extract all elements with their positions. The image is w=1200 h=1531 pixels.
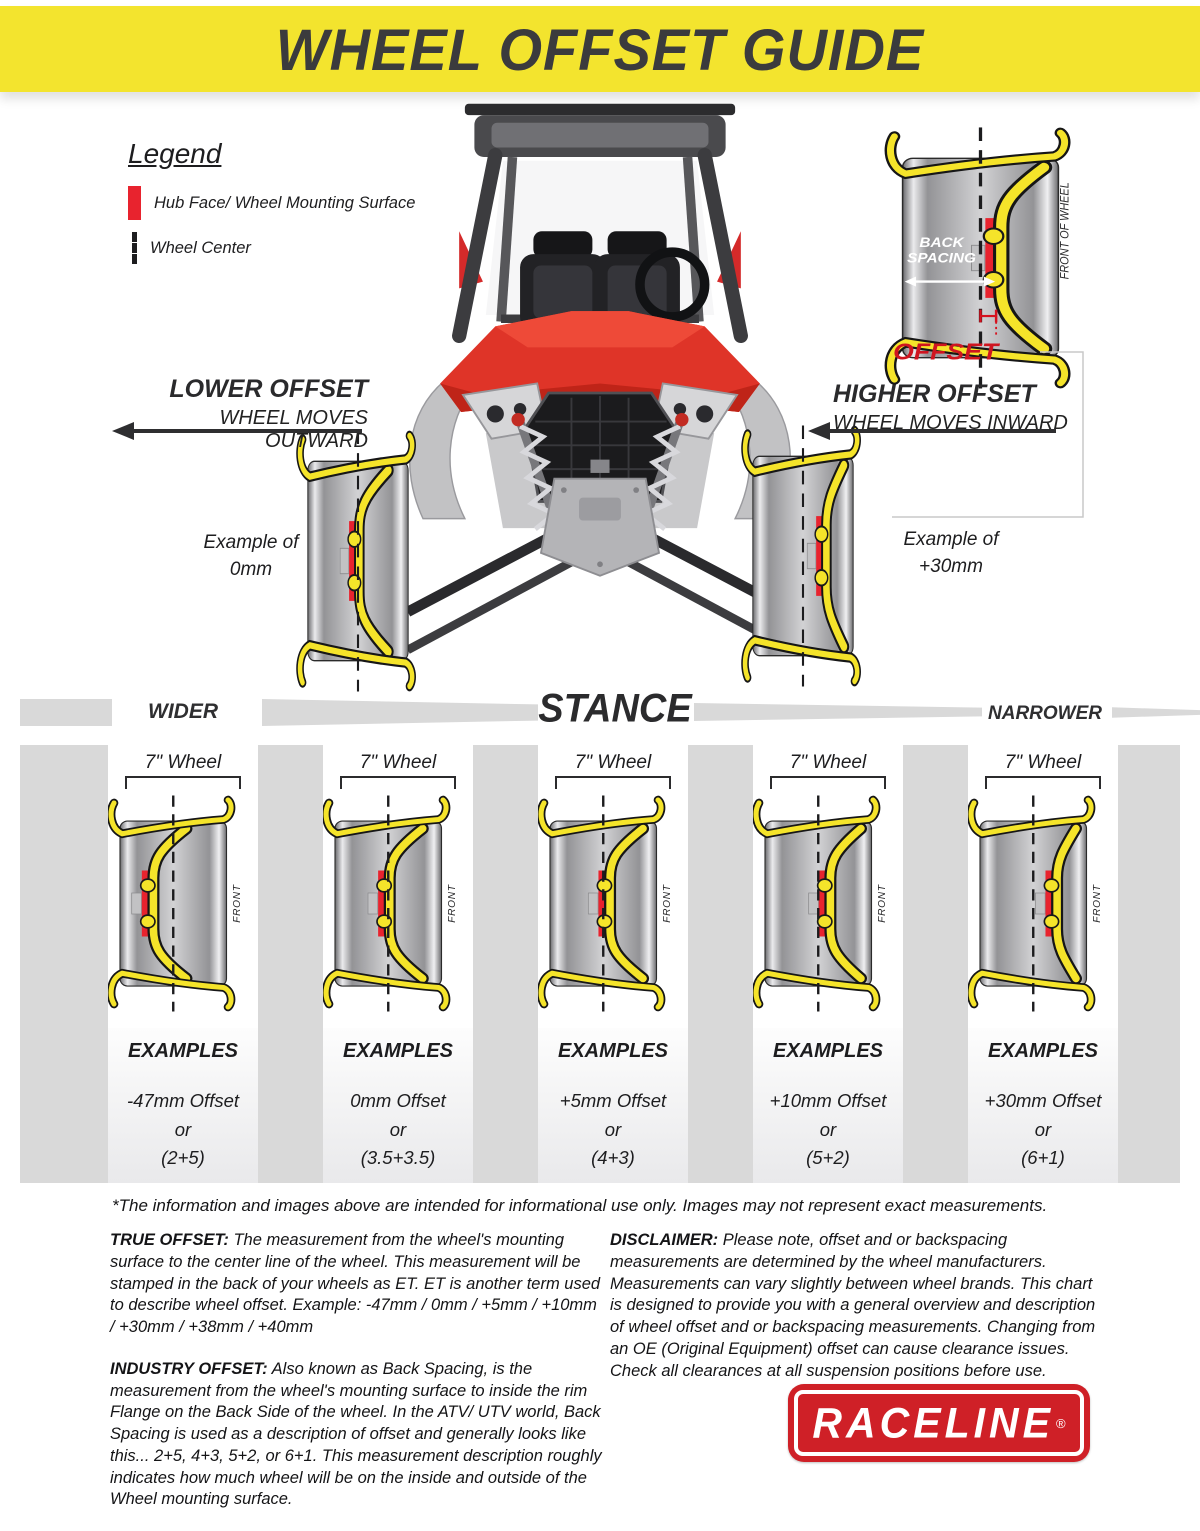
page-title: WHEEL OFFSET GUIDE <box>275 16 925 82</box>
width-bracket <box>125 776 241 789</box>
examples-box <box>968 1028 1118 1183</box>
example-0mm-label: Example of 0mm <box>203 532 299 580</box>
stance-wedge-left <box>262 699 538 726</box>
lug-bump <box>815 570 828 585</box>
examples-title: EXAMPLES <box>557 1040 669 1062</box>
examples-box <box>108 1028 258 1183</box>
raceline-logo-text: RACELINE <box>812 1398 1054 1447</box>
width-bracket <box>555 776 671 789</box>
lug-bump <box>815 527 828 542</box>
lower-offset-subtitle: WHEEL MOVES OUTWARD <box>219 406 368 452</box>
front-label: FRONT <box>1092 884 1103 923</box>
narrower-label: NARROWER <box>988 703 1102 724</box>
front-label: FRONT <box>877 884 888 923</box>
higher-offset-label <box>833 381 1085 435</box>
stance-wedge-end <box>1112 706 1200 719</box>
legend-title: Legend <box>128 138 222 169</box>
stance-panel-1 <box>108 745 258 1183</box>
offset-example-text: 0mm Offset or (3.5+3.5) <box>350 1090 446 1169</box>
legend-item-label: Wheel Center <box>150 238 251 257</box>
examples-title: EXAMPLES <box>987 1040 1099 1062</box>
lug-bump <box>984 229 1003 244</box>
legend-item-label: Hub Face/ Wheel Mounting Surface <box>154 193 416 212</box>
wheel-cross-section-0mm <box>292 425 424 697</box>
stance-wedge-right <box>694 702 982 722</box>
lug-bump <box>1044 915 1058 928</box>
wheel-center-swatch-icon <box>132 232 137 264</box>
wheel-size-label: 7" Wheel <box>574 752 652 773</box>
wheel-cross-section <box>968 791 1118 1003</box>
column-divider <box>903 745 968 1183</box>
wheel-size-label: 7" Wheel <box>144 752 222 773</box>
wheel-cross-section <box>108 791 258 1003</box>
raceline-logo <box>788 1384 1090 1462</box>
examples-title: EXAMPLES <box>772 1040 884 1062</box>
column-divider <box>20 745 108 1183</box>
disclaimer-column <box>610 1230 1098 1402</box>
wheel-size-label: 7" Wheel <box>1004 752 1082 773</box>
offset-example-text: +10mm Offset or (5+2) <box>769 1090 887 1169</box>
front-label: FRONT <box>447 884 458 923</box>
stance-panel-2 <box>323 745 473 1183</box>
wheel-cross-section <box>538 791 688 1003</box>
width-bracket <box>985 776 1101 789</box>
registered-mark: ® <box>1055 1415 1066 1431</box>
stance-panel-4 <box>753 745 903 1183</box>
stance-title: STANCE <box>538 686 692 732</box>
offset-backspacing-diagram <box>878 122 1083 394</box>
column-divider <box>473 745 538 1183</box>
industry-offset-label: INDUSTRY OFFSET: <box>110 1359 268 1378</box>
offset-label: OFFSET <box>893 338 999 366</box>
lug-bump <box>141 915 155 928</box>
definitions-left-column <box>110 1230 602 1531</box>
industry-offset-paragraph: INDUSTRY OFFSET: Also known as Back Spacing, is the measurement from the wheel's mounting surface to inside the rim Flange on the Back Side of the wheel. In the ATV/ UTV world, Back Spacing is used as a description of offset and generally looks like this... 2+5, 4+3, 5+2, or 6+1. This measurement description roughly indicates how much wheel will be on the inside and outside of the Wheel mounting surface. <box>110 1359 602 1509</box>
lug-bump <box>597 915 611 928</box>
stance-panel-5 <box>968 745 1118 1183</box>
lug-bump <box>818 915 832 928</box>
front-label: FRONT <box>662 884 673 923</box>
examples-box <box>753 1028 903 1183</box>
column-divider <box>258 745 323 1183</box>
back-spacing-label: BACK <box>919 235 964 251</box>
examples-title: EXAMPLES <box>342 1040 454 1062</box>
front-label: FRONT <box>232 884 243 923</box>
example-plus30mm-label: Example of +30mm <box>903 529 999 577</box>
wheel-size-label: 7" Wheel <box>789 752 867 773</box>
header-banner <box>0 6 1200 92</box>
examples-box <box>323 1028 473 1183</box>
wheel-size-label: 7" Wheel <box>359 752 437 773</box>
lug-bump <box>1044 879 1058 892</box>
lug-bump <box>818 879 832 892</box>
hub-face-swatch-icon <box>128 186 141 220</box>
lug-bump <box>597 879 611 892</box>
wheel-cross-section <box>753 791 903 1003</box>
offset-example-text: +30mm Offset or (6+1) <box>984 1090 1102 1169</box>
higher-offset-subtitle: WHEEL MOVES INWARD <box>833 411 1068 434</box>
lower-offset-title: LOWER OFFSET <box>169 375 368 403</box>
offset-example-text: -47mm Offset or (2+5) <box>126 1090 240 1169</box>
offset-example-text: +5mm Offset or (4+3) <box>559 1090 667 1169</box>
front-of-wheel-label: FRONT OF WHEEL <box>1058 182 1072 280</box>
examples-box <box>538 1028 688 1183</box>
width-bracket <box>770 776 886 789</box>
wheel-cross-section-plus30mm <box>737 420 869 692</box>
higher-offset-title: HIGHER OFFSET <box>833 380 1036 408</box>
disclaimer-label: DISCLAIMER: <box>610 1231 719 1249</box>
lug-bump <box>141 879 155 892</box>
true-offset-label: TRUE OFFSET: <box>110 1231 229 1249</box>
true-offset-paragraph: TRUE OFFSET: The measurement from the wheel's mounting surface to the center line of the wheel. This measurement will be stamped in the back of your wheels as ET. ET is another term used to describe wheel offset. Example: -47mm / 0mm / +5mm / +10mm / +30mm / +38mm / +40mm <box>110 1231 601 1337</box>
stance-panel-3 <box>538 745 688 1183</box>
wheel-cross-section <box>323 791 473 1003</box>
stance-band-left-block <box>20 699 112 726</box>
footnote: *The information and images above are intended for informational use only. Images may not represent exact measurements. <box>112 1196 1048 1215</box>
lower-offset-label <box>116 376 368 453</box>
roof-rack <box>465 104 735 115</box>
svg-text:SPACING: SPACING <box>907 251 976 267</box>
wider-label: WIDER <box>148 700 218 723</box>
examples-title: EXAMPLES <box>127 1040 239 1062</box>
width-bracket <box>340 776 456 789</box>
column-divider <box>688 745 753 1183</box>
column-divider <box>1118 745 1180 1183</box>
disclaimer-paragraph: DISCLAIMER: Please note, offset and or backspacing measurements are determined by the wheel manufacturers. Measurements can vary slightly between wheel brands. This chart is designed to provide you with a general overview and description of wheel offset and or backspacing measurements. Changing from an OE (Original Equipment) offset can cause clearance issues. Check all clearances at all suspension positions before use. <box>610 1231 1096 1380</box>
